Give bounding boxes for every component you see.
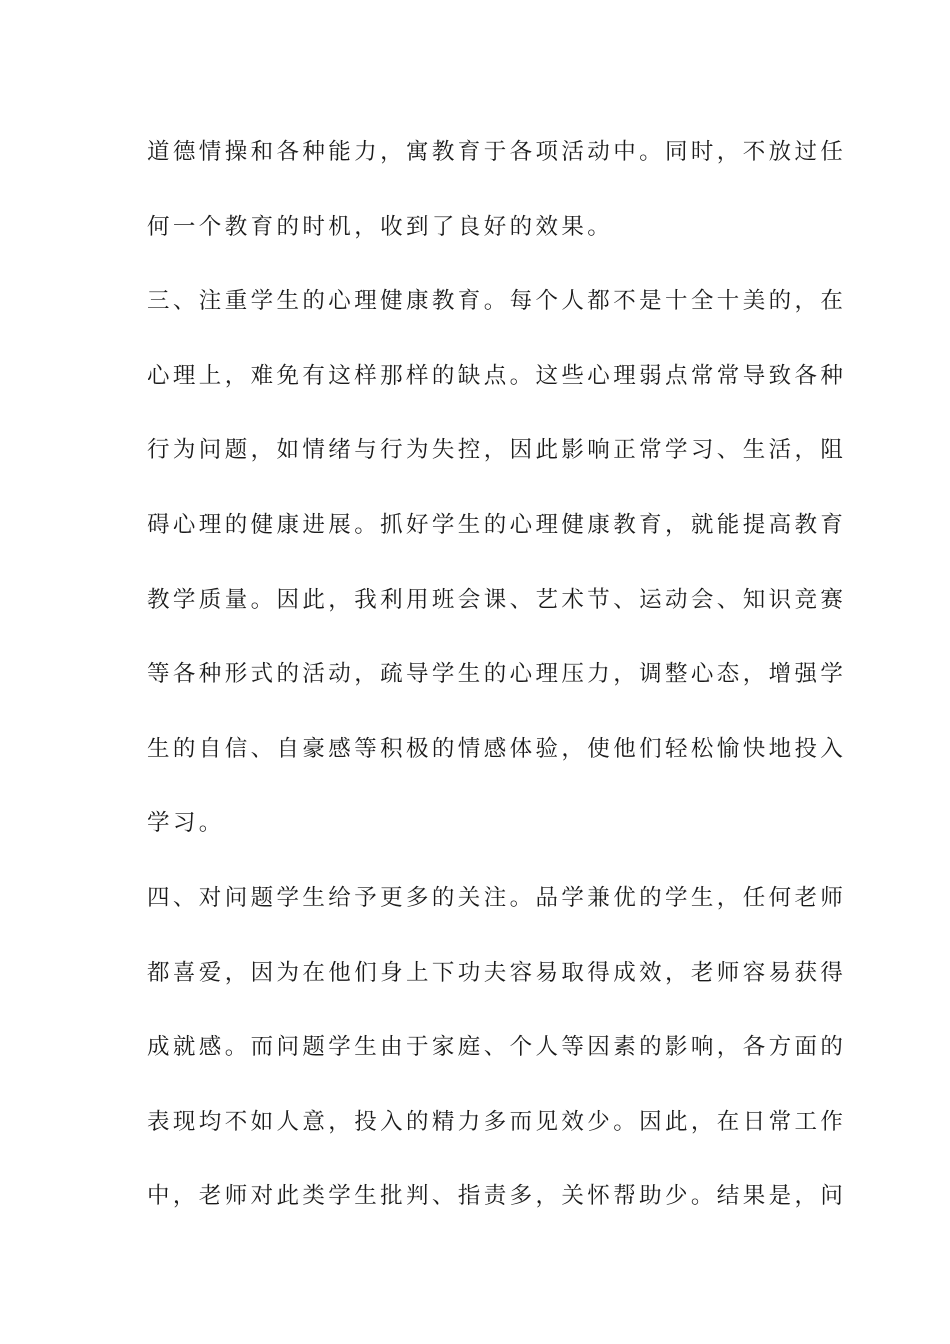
text-line: 等各种形式的活动，疏导学生的心理压力，调整心态，增强学 — [147, 661, 847, 688]
text-line: 碍心理的健康进展。抓好学生的心理健康教育，就能提高教育 — [147, 511, 847, 538]
text-line: 都喜爱，因为在他们身上下功夫容易取得成效，老师容易获得 — [147, 959, 847, 986]
text-line: 道德情操和各种能力，寓教育于各项活动中。同时，不放过任 — [147, 139, 847, 165]
text-line: 学习。 — [147, 810, 225, 837]
text-line: 中，老师对此类学生批判、指责多，关怀帮助少。结果是，问 — [147, 1183, 847, 1210]
text-line: 行为问题，如情绪与行为失控，因此影响正常学习、生活，阻 — [147, 437, 847, 464]
section-heading-line: 四、对问题学生给予更多的关注。品学兼优的学生，任何老师 — [147, 884, 847, 911]
text-line: 心理上，难免有这样那样的缺点。这些心理弱点常常导致各种 — [147, 362, 847, 389]
text-line: 何一个教育的时机，收到了良好的效果。 — [147, 213, 614, 240]
text-line: 生的自信、自豪感等积极的情感体验，使他们轻松愉快地投入 — [147, 735, 847, 762]
text-line: 教学质量。因此，我利用班会课、艺术节、运动会、知识竞赛 — [147, 586, 847, 613]
section-heading-line: 三、注重学生的心理健康教育。每个人都不是十全十美的，在 — [147, 288, 847, 315]
text-line: 成就感。而问题学生由于家庭、个人等因素的影响，各方面的 — [147, 1034, 847, 1061]
text-line: 表现均不如人意，投入的精力多而见效少。因此，在日常工作 — [147, 1108, 847, 1135]
body-text — [147, 132, 847, 1251]
